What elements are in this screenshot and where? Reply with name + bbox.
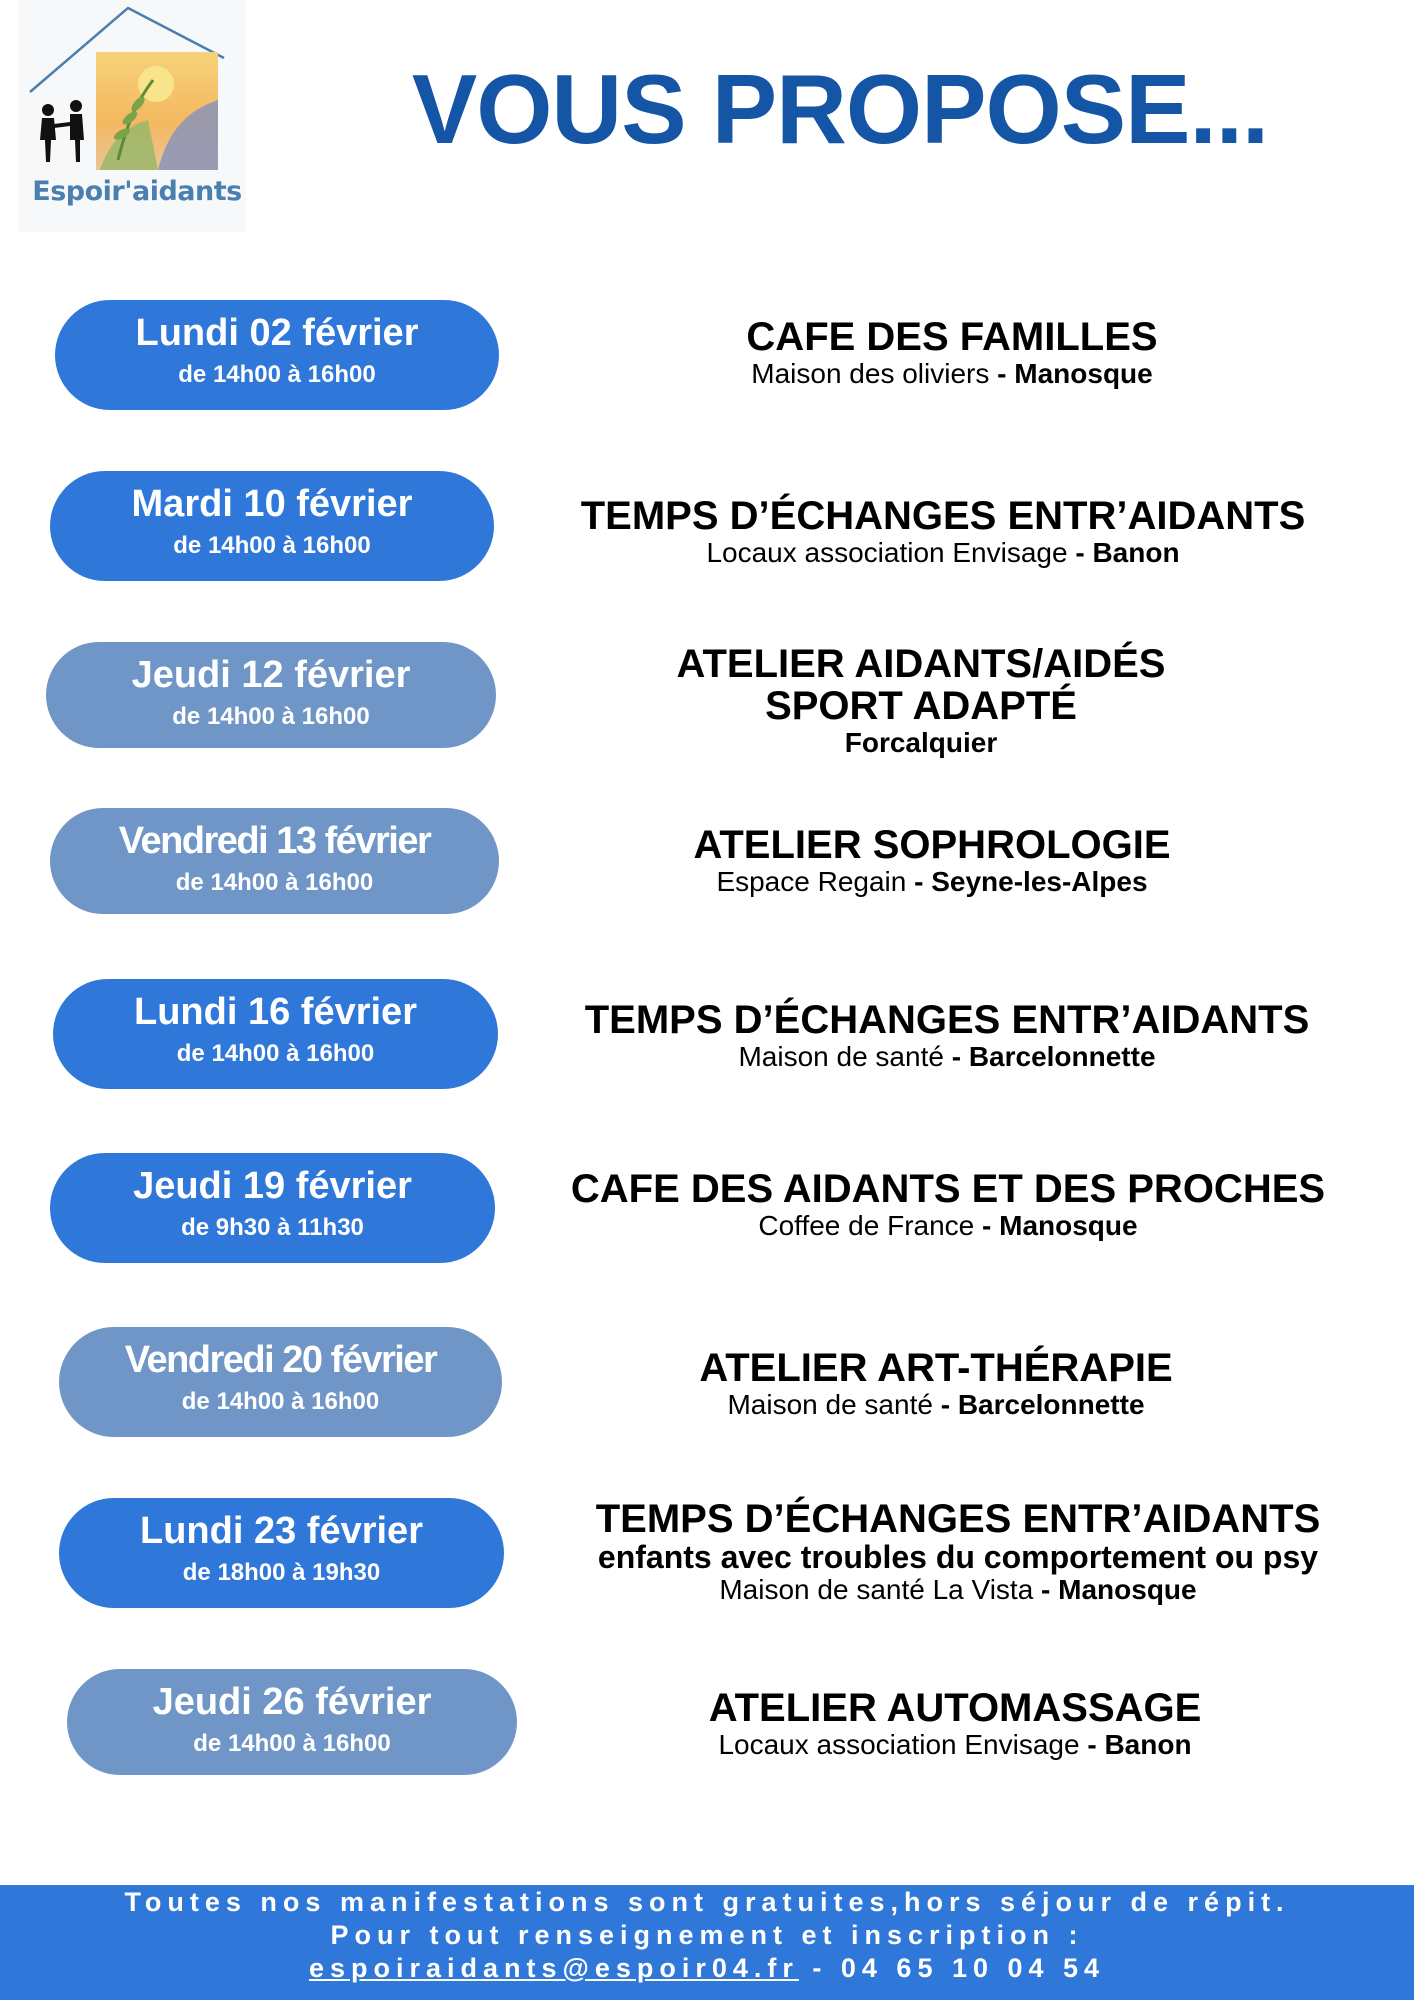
event-city: Forcalquier: [844, 727, 998, 758]
event-info: [540, 1498, 1376, 1606]
event-time: de 14h00 à 16h00: [193, 1730, 391, 1757]
footer: [0, 1885, 1414, 2000]
event-location: Maison des oliviers - Manosque: [751, 358, 1153, 389]
date-pill: [50, 1153, 495, 1263]
logo: [18, 0, 246, 232]
phone-number: 04 65 10 04 54: [840, 1953, 1106, 1983]
event-time: de 9h30 à 11h30: [181, 1214, 364, 1241]
event-day: Lundi 23 février: [140, 1510, 423, 1552]
event-location: Coffee de France - Manosque: [758, 1210, 1138, 1241]
event-title: TEMPS D’ÉCHANGES ENTR’AIDANTS: [580, 494, 1306, 538]
event-info: [540, 999, 1354, 1073]
event-location: Locaux association Envisage - Banon: [718, 1729, 1192, 1760]
event-location: Maison de santé - Barcelonnette: [738, 1041, 1156, 1072]
event-title: ATELIER AUTOMASSAGE: [708, 1686, 1202, 1730]
event-time: de 14h00 à 16h00: [181, 1388, 380, 1415]
event-day: Jeudi 26 février: [152, 1681, 432, 1723]
footer-contact: espoiraidants@espoir04.fr - 04 65 10 04 54: [308, 1953, 1106, 1983]
event-title: ATELIER SOPHROLOGIE: [693, 823, 1171, 867]
event-subtitle: enfants avec troubles du comportement ou psy: [597, 1539, 1319, 1575]
date-pill: [50, 471, 494, 581]
event-time: de 14h00 à 16h00: [176, 1040, 375, 1067]
event-info: [540, 824, 1324, 898]
event-day: Vendredi 13 février: [118, 820, 431, 862]
event-location: Espace Regain - Seyne-les-Alpes: [716, 866, 1148, 897]
event-location: Locaux association Envisage - Banon: [706, 537, 1180, 568]
event-day: Lundi 02 février: [135, 312, 419, 354]
event-time: de 14h00 à 16h00: [173, 532, 371, 559]
footer-contact-note: Pour tout renseignement et inscription :: [330, 1920, 1084, 1950]
event-title: ATELIER AIDANTS/AIDÉS: [676, 642, 1166, 686]
page-title: VOUS PROPOSE...: [411, 54, 1269, 164]
event-day: Lundi 16 février: [134, 991, 417, 1033]
event-info: [540, 1687, 1370, 1761]
event-day: Vendredi 20 février: [124, 1339, 437, 1381]
event-title: CAFE DES FAMILLES: [746, 315, 1158, 359]
event-time: de 14h00 à 16h00: [172, 703, 370, 730]
event-time: de 14h00 à 16h00: [178, 361, 376, 388]
event-time: de 18h00 à 19h30: [182, 1559, 381, 1586]
email-link[interactable]: espoiraidants@espoir04.fr: [308, 1953, 799, 1983]
event-info: [540, 316, 1364, 390]
event-day: Jeudi 12 février: [131, 654, 411, 696]
date-pill: [59, 1498, 504, 1608]
date-pill: [59, 1327, 502, 1437]
date-pill: [55, 300, 499, 410]
event-location: Maison de santé La Vista - Manosque: [719, 1574, 1197, 1605]
event-title-line2: SPORT ADAPTÉ: [765, 684, 1077, 728]
event-title: ATELIER ART-THÉRAPIE: [699, 1346, 1173, 1390]
event-time: de 14h00 à 16h00: [175, 869, 374, 896]
event-title: TEMPS D’ÉCHANGES ENTR’AIDANTS: [595, 1497, 1321, 1541]
event-info: [540, 495, 1346, 569]
event-day: Jeudi 19 février: [133, 1165, 412, 1207]
date-pill: [50, 808, 499, 914]
event-title: CAFE DES AIDANTS ET DES PROCHES: [570, 1167, 1326, 1211]
logo-name: Espoir'aidants: [32, 176, 242, 207]
people-icon: [40, 100, 84, 162]
event-info: [540, 643, 1302, 759]
date-pill: [67, 1669, 517, 1775]
event-title: TEMPS D’ÉCHANGES ENTR’AIDANTS: [584, 998, 1310, 1042]
footer-free-note: Toutes nos manifestations sont gratuites,hors séjour de répit.: [124, 1887, 1290, 1917]
date-pill: [53, 979, 498, 1089]
event-info: [540, 1168, 1356, 1242]
event-day: Mardi 10 février: [131, 483, 413, 525]
event-location: Maison de santé - Barcelonnette: [727, 1389, 1145, 1420]
event-info: [540, 1347, 1332, 1421]
date-pill: [46, 642, 496, 748]
